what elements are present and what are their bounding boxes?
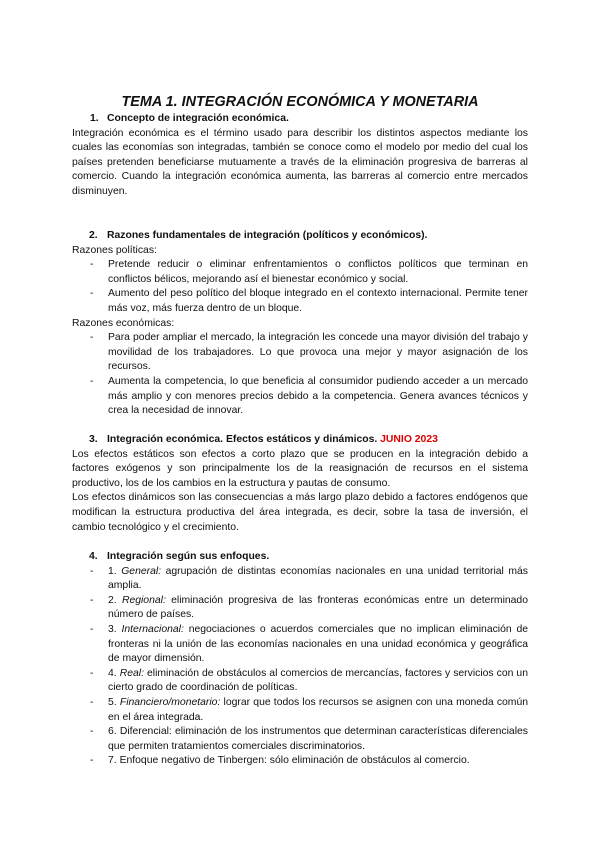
section-4-heading	[72, 550, 528, 565]
item-number: 7.	[108, 755, 117, 767]
item-text: negociaciones o acuerdos comerciales que no implican eliminación de fronteras ni la unión de las economías nacionales en una unidad económica y geográfica de mayor dimensión.	[108, 623, 529, 665]
item-number: 6.	[108, 726, 117, 738]
list-item: - Aumento del peso político del bloque integrado en el contexto internacional. Permite tener más voz, más fuerza dentro de un bloque.	[72, 287, 528, 316]
item-term: Enfoque negativo de Tinbergen	[119, 755, 264, 767]
section-3	[72, 433, 528, 535]
item-text: eliminación de los instrumentos que determinan características diferenciales que permiten tratamientos comerciales discriminatorios.	[108, 726, 528, 752]
list-item: - 2. Regional: eliminación progresiva de las fronteras económicas entre un determinado número de países.	[72, 594, 528, 623]
list-item: - 6. Diferencial: eliminación de los instrumentos que determinan características diferenciales que permiten tratamientos comerciales discriminatorios.	[72, 725, 528, 754]
item-term: General	[121, 565, 159, 577]
section-2-heading	[72, 229, 528, 244]
list-item: - Para poder ampliar el mercado, la integración les concede una mayor división del trabajo y movilidad de los trabajadores. Lo que provoca una mejor y mayor asignación de los recursos.	[72, 331, 528, 375]
approaches-list	[72, 565, 528, 769]
item-text: lograr que todos los recursos se asignen con una moneda común en el área integrada.	[108, 696, 529, 723]
list-item: - 1. General: agrupación de distintas economías nacionales en una unidad territorial más amplia.	[72, 565, 528, 594]
section-1-body: Integración económica es el término usado para describir los distintos aspectos mediante los cuales las economías son integradas, también se conoce como el modelo por medio del cual los países pretenden beneficiarse mutuamente a través de la eliminación progresiva de barreras al comercio. Cuando la integración económica aumenta, las barreras al comercio entre mercados disminuyen.	[72, 127, 528, 197]
item-text: agrupación de distintas economías nacionales en una unidad territorial más amplia.	[108, 565, 529, 592]
item-text: sólo eliminación de obstáculos al comercio.	[269, 755, 470, 767]
list-item: - 5. Financiero/monetario: lograr que todos los recursos se asignen con una moneda común en el área integrada.	[72, 696, 528, 725]
list-item: - 4. Real: eliminación de obstáculos al comercios de mercancías, factores y servicios con un cierto grado de coordinación de políticas.	[72, 667, 528, 696]
item-number: 5.	[108, 696, 117, 708]
section-1-title: Concepto de integración económica.	[107, 113, 289, 124]
political-reasons-list	[72, 258, 528, 316]
item-text: eliminación de obstáculos al comercios de mercancías, factores y servicios con un cierto grado de coordinación de políticas.	[108, 667, 528, 694]
section-3-number: 3.	[89, 434, 98, 445]
section-4-number: 4.	[89, 551, 98, 562]
section-3-paragraph-dynamic: Los efectos dinámicos son las consecuencias a más largo plazo debido a factores endógenos que modifican la estructura productiva del área integrada, es decir, sobre la tasa de inversión, el cambio tecnológico y el crecimiento.	[72, 492, 528, 533]
section-2-number: 2.	[89, 230, 98, 241]
section-4-title: Integración según sus enfoques.	[107, 551, 270, 562]
item-term: Real	[119, 667, 142, 679]
economic-reasons-list	[72, 331, 528, 419]
section-3-paragraph-static: Los efectos estáticos son efectos a corto plazo que se producen en la integración debido a factores exógenos y son principalmente los de la reasignación de recursos en el sistema productivo, los de los cambios en la estructura y pautas de consumo.	[72, 448, 528, 489]
section-2	[72, 229, 528, 419]
list-item: - 7. Enfoque negativo de Tinbergen: sólo eliminación de obstáculos al comercio.	[72, 754, 528, 769]
item-term: Regional	[121, 594, 163, 606]
section-1-heading	[72, 112, 528, 127]
document-title: TEMA 1. INTEGRACIÓN ECONÓMICA Y MONETARIA	[121, 94, 479, 110]
section-3-heading	[72, 433, 528, 448]
section-1	[72, 112, 528, 200]
item-number: 2.	[108, 594, 117, 606]
item-number: 1.	[108, 565, 117, 577]
list-item: - Pretende reducir o eliminar enfrentamientos o conflictos políticos que terminan en conflictos bélicos, mejorando así el bienestar económico y social.	[72, 258, 528, 287]
economic-reasons-label: Razones económicas:	[72, 317, 175, 329]
list-item: - 3. Internacional: negociaciones o acuerdos comerciales que no implican eliminación de fronteras ni la unión de las economías nacionales en una unidad económica y geográfica de mayor dimensión.	[72, 623, 528, 667]
item-term: Diferencial	[119, 726, 169, 738]
item-number: 3.	[108, 623, 117, 635]
exam-date-badge: JUNIO 2023	[380, 434, 438, 445]
item-number: 4.	[108, 667, 117, 679]
list-item: - Aumenta la competencia, lo que beneficia al consumidor pudiendo acceder a un mercado más amplio y con menores precios debido a la competencia. Genera avances técnicos y crea la necesidad de innovar.	[72, 375, 528, 419]
section-4	[72, 550, 528, 769]
section-3-title: Integración económica. Efectos estáticos y dinámicos.	[107, 434, 378, 445]
item-term: Internacional	[121, 623, 181, 635]
item-text: eliminación progresiva de las fronteras económicas entre un determinado número de países.	[108, 594, 528, 621]
section-1-number: 1.	[90, 113, 99, 124]
item-term: Financiero/monetario	[119, 696, 218, 708]
political-reasons-label: Razones políticas:	[72, 244, 157, 256]
section-2-title: Razones fundamentales de integración (políticos y económicos).	[107, 230, 428, 241]
